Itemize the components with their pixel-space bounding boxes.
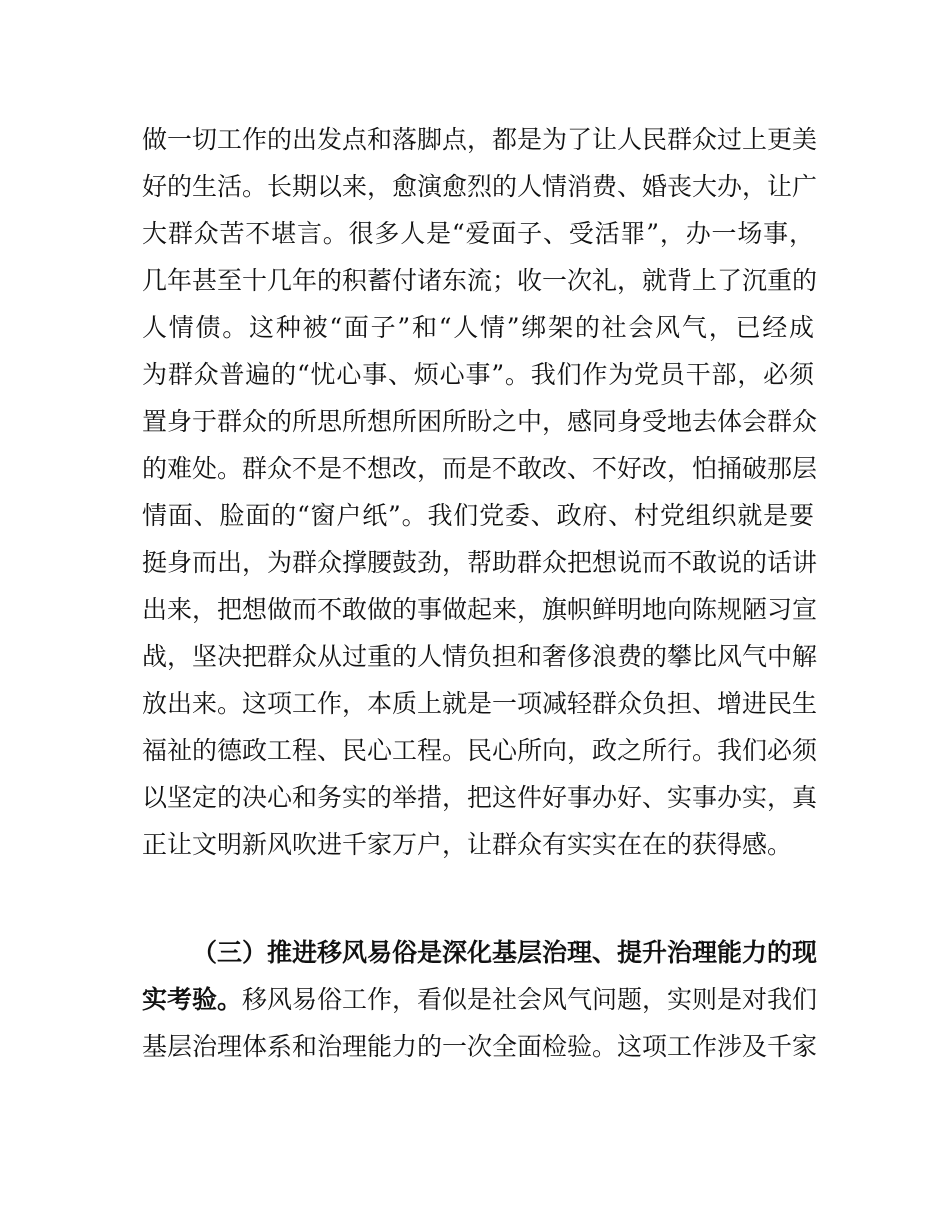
text-line: 放出来。这项工作，本质上就是一项减轻群众负担、增进民生 — [142, 689, 818, 718]
text-line: 的难处。群众不是不想改，而是不敢改、不好改，怕捅破那层 — [142, 454, 818, 483]
text-line — [142, 980, 818, 1020]
text-line: 为群众普遍的“忧心事、烦心事”。我们作为党员干部，必须 — [142, 360, 814, 389]
text-line: 大群众苦不堪言。很多人是“爱面子、受活罪”，办一场事， — [142, 219, 814, 248]
text-line: 置身于群众的所思所想所困所盼之中，感同身受地去体会群众 — [142, 407, 818, 436]
text-line: 人情债。这种被“面子”和“人情”绑架的社会风气，已经成 — [142, 313, 814, 342]
text-span: 移风易俗工作，看似是社会风气问题，实则是对我们 — [242, 985, 818, 1014]
text-line: 情面、脸面的“窗户纸”。我们党委、政府、村党组织就是要 — [142, 501, 814, 530]
text-line: 几年甚至十几年的积蓄付诸东流；收一次礼，就背上了沉重的 — [142, 266, 818, 295]
text-line: 基层治理体系和治理能力的一次全面检验。这项工作涉及千家 — [142, 1032, 818, 1061]
text-line: 福祉的德政工程、民心工程。民心所向，政之所行。我们必须 — [142, 736, 818, 765]
text-line: 挺身而出，为群众撑腰鼓劲，帮助群众把想说而不敢说的话讲 — [142, 548, 818, 577]
section-heading: （三）推进移风易俗是深化基层治理、提升治理能力的现 — [192, 938, 818, 967]
text-line: 做一切工作的出发点和落脚点，都是为了让人民群众过上更美 — [142, 125, 818, 154]
text-line: 以坚定的决心和务实的举措，把这件好事办好、实事办实，真 — [142, 783, 818, 812]
section-heading-end: 实考验。 — [142, 985, 243, 1014]
text-line: 好的生活。长期以来，愈演愈烈的人情消费、婚丧大办，让广 — [142, 172, 818, 201]
text-line: 出来，把想做而不敢做的事做起来，旗帜鲜明地向陈规陋习宣 — [142, 595, 818, 624]
text-line: 战，坚决把群众从过重的人情负担和奢侈浪费的攀比风气中解 — [142, 642, 818, 671]
text-line: 正让文明新风吹进千家万户，让群众有实实在在的获得感。 — [142, 830, 793, 859]
